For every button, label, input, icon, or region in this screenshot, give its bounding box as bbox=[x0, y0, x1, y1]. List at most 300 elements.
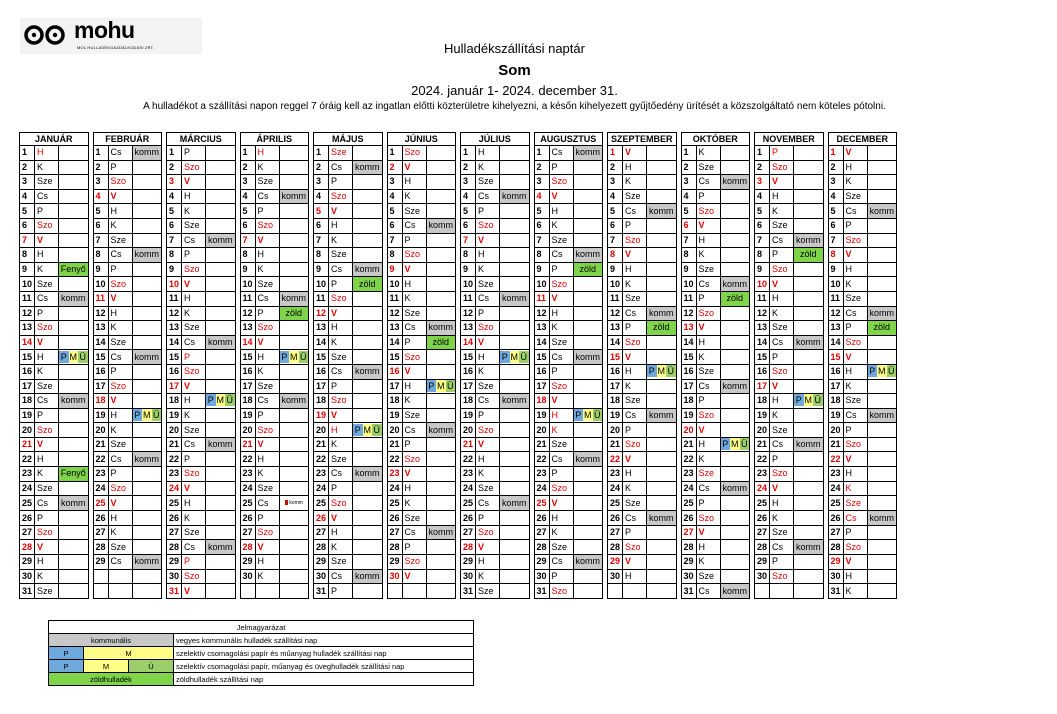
collection-cell bbox=[573, 569, 603, 584]
collection-cell bbox=[132, 277, 162, 292]
weekday: Szo bbox=[549, 379, 573, 394]
weekday: V bbox=[549, 189, 573, 204]
weekday: H bbox=[696, 437, 720, 452]
collection-cell bbox=[500, 233, 530, 248]
komm-day: komm bbox=[279, 291, 309, 306]
collection-cell bbox=[353, 248, 383, 263]
collection-cell bbox=[206, 408, 236, 423]
day-number: 1 bbox=[755, 146, 770, 161]
day-number: 3 bbox=[681, 175, 696, 190]
day-number: 16 bbox=[20, 364, 35, 379]
day-number: 9 bbox=[167, 262, 182, 277]
weekday: Sze bbox=[108, 540, 132, 555]
day-number: 16 bbox=[93, 364, 108, 379]
day-number: 29 bbox=[93, 555, 108, 570]
day-row bbox=[20, 379, 897, 394]
weekday: H bbox=[35, 146, 59, 161]
day-number: 27 bbox=[608, 525, 623, 540]
day-number: 19 bbox=[20, 408, 35, 423]
weekday: P bbox=[35, 408, 59, 423]
weekday: Sze bbox=[770, 321, 794, 336]
day-row bbox=[20, 248, 897, 263]
collection-cell bbox=[500, 262, 530, 277]
day-number: 1 bbox=[534, 146, 549, 161]
collection-cell bbox=[720, 233, 750, 248]
weekday: K bbox=[182, 204, 206, 219]
weekday: K bbox=[843, 584, 867, 599]
day-number: 23 bbox=[387, 467, 402, 482]
weekday: Szo bbox=[182, 364, 206, 379]
page-title: Hulladékszállítási naptár bbox=[444, 41, 585, 56]
weekday: K bbox=[35, 262, 59, 277]
day-number: 13 bbox=[240, 321, 255, 336]
weekday: V bbox=[770, 379, 794, 394]
day-row bbox=[20, 423, 897, 438]
day-number: 16 bbox=[387, 364, 402, 379]
day-number: 9 bbox=[681, 262, 696, 277]
weekday: Cs bbox=[329, 262, 353, 277]
weekday: Sze bbox=[402, 408, 426, 423]
day-number: 22 bbox=[755, 452, 770, 467]
collection-cell bbox=[353, 379, 383, 394]
collection-cell bbox=[353, 452, 383, 467]
collection-cell bbox=[794, 511, 824, 526]
weekday: Szo bbox=[843, 540, 867, 555]
collection-cell bbox=[426, 364, 456, 379]
collection-cell bbox=[279, 262, 309, 277]
collection-cell bbox=[206, 467, 236, 482]
day-number: 31 bbox=[314, 584, 329, 599]
calendar-table bbox=[19, 132, 897, 599]
weekday: Szo bbox=[549, 584, 573, 599]
day-number: 7 bbox=[534, 233, 549, 248]
day-number: 24 bbox=[93, 481, 108, 496]
collection-cell bbox=[206, 175, 236, 190]
day-number: 26 bbox=[20, 511, 35, 526]
day-number: 6 bbox=[20, 218, 35, 233]
day-number: 28 bbox=[828, 540, 843, 555]
day-number: 27 bbox=[681, 525, 696, 540]
day-number: 5 bbox=[167, 204, 182, 219]
day-number: 23 bbox=[755, 467, 770, 482]
weekday: K bbox=[770, 306, 794, 321]
weekday: V bbox=[182, 175, 206, 190]
weekday: H bbox=[108, 306, 132, 321]
day-number: 4 bbox=[461, 189, 476, 204]
fenyo-day: Fenyő bbox=[59, 262, 89, 277]
collection-cell bbox=[647, 379, 677, 394]
weekday: H bbox=[108, 408, 132, 423]
day-number: 4 bbox=[755, 189, 770, 204]
weekday: K bbox=[329, 233, 353, 248]
komm-day: komm bbox=[500, 291, 530, 306]
collection-cell bbox=[867, 175, 897, 190]
collection-cell bbox=[59, 248, 89, 263]
weekday: Cs bbox=[549, 452, 573, 467]
weekday: V bbox=[108, 496, 132, 511]
collection-cell bbox=[353, 350, 383, 365]
day-number: 11 bbox=[167, 291, 182, 306]
day-number: 13 bbox=[93, 321, 108, 336]
day-number: 29 bbox=[828, 555, 843, 570]
collection-cell bbox=[500, 218, 530, 233]
day-number: 2 bbox=[387, 160, 402, 175]
collection-cell bbox=[794, 189, 824, 204]
collection-cell bbox=[573, 204, 603, 219]
day-number: 3 bbox=[534, 175, 549, 190]
day-number: 5 bbox=[608, 204, 623, 219]
collection-cell bbox=[720, 146, 750, 161]
weekday: H bbox=[549, 511, 573, 526]
collection-cell bbox=[279, 379, 309, 394]
collection-cell bbox=[206, 379, 236, 394]
day-number: 11 bbox=[314, 291, 329, 306]
collection-cell bbox=[720, 496, 750, 511]
weekday: P bbox=[329, 481, 353, 496]
collection-cell bbox=[794, 379, 824, 394]
collection-cell bbox=[132, 364, 162, 379]
weekday: Szo bbox=[108, 481, 132, 496]
legend-komm-swatch: kommunális bbox=[49, 634, 174, 647]
weekday: P bbox=[182, 350, 206, 365]
weekday: K bbox=[329, 335, 353, 350]
collection-cell bbox=[647, 160, 677, 175]
weekday: Szo bbox=[182, 467, 206, 482]
day-number: 7 bbox=[387, 233, 402, 248]
collection-cell bbox=[132, 160, 162, 175]
collection-cell bbox=[500, 467, 530, 482]
day-number: 13 bbox=[534, 321, 549, 336]
collection-cell bbox=[647, 189, 677, 204]
weekday bbox=[770, 584, 794, 599]
day-number: 28 bbox=[681, 540, 696, 555]
day-number: 14 bbox=[755, 335, 770, 350]
collection-cell bbox=[867, 555, 897, 570]
collection-cell bbox=[426, 248, 456, 263]
day-number: 21 bbox=[534, 437, 549, 452]
komm-day: komm bbox=[132, 452, 162, 467]
weekday: Sze bbox=[35, 584, 59, 599]
weekday: H bbox=[623, 569, 647, 584]
day-number: 28 bbox=[608, 540, 623, 555]
day-number: 27 bbox=[534, 525, 549, 540]
komm-day: komm bbox=[720, 277, 750, 292]
weekday: Cs bbox=[770, 437, 794, 452]
collection-cell bbox=[647, 248, 677, 263]
day-number: 10 bbox=[534, 277, 549, 292]
weekday: P bbox=[108, 467, 132, 482]
weekday: V bbox=[696, 218, 720, 233]
weekday: K bbox=[329, 437, 353, 452]
weekday: K bbox=[549, 423, 573, 438]
weekday: H bbox=[549, 204, 573, 219]
weekday: Cs bbox=[255, 189, 279, 204]
collection-cell bbox=[279, 555, 309, 570]
weekday: V bbox=[329, 511, 353, 526]
weekday: Sze bbox=[549, 335, 573, 350]
day-number: 19 bbox=[828, 408, 843, 423]
day-number: 10 bbox=[828, 277, 843, 292]
weekday: K bbox=[402, 496, 426, 511]
weekday: Cs bbox=[476, 496, 500, 511]
legend-m2-swatch: M bbox=[84, 660, 129, 673]
weekday: V bbox=[255, 437, 279, 452]
weekday: Szo bbox=[476, 321, 500, 336]
collection-cell bbox=[353, 175, 383, 190]
weekday: H bbox=[182, 394, 206, 409]
collection-cell bbox=[132, 437, 162, 452]
day-row bbox=[20, 277, 897, 292]
day-number: 19 bbox=[534, 408, 549, 423]
collection-cell bbox=[647, 437, 677, 452]
collection-cell bbox=[794, 481, 824, 496]
collection-cell bbox=[279, 248, 309, 263]
day-number: 30 bbox=[461, 569, 476, 584]
collection-cell bbox=[867, 467, 897, 482]
day-number: 6 bbox=[534, 218, 549, 233]
weekday: H bbox=[476, 452, 500, 467]
weekday: Cs bbox=[623, 511, 647, 526]
weekday: P bbox=[329, 584, 353, 599]
collection-cell bbox=[279, 511, 309, 526]
weekday: Szo bbox=[843, 437, 867, 452]
collection-cell bbox=[206, 189, 236, 204]
komm-day: komm bbox=[573, 452, 603, 467]
weekday: K bbox=[108, 423, 132, 438]
weekday: Cs bbox=[108, 248, 132, 263]
collection-cell bbox=[573, 467, 603, 482]
collection-cell bbox=[426, 584, 456, 599]
weekday: Sze bbox=[255, 379, 279, 394]
day-number: 18 bbox=[387, 394, 402, 409]
weekday: V bbox=[402, 569, 426, 584]
day-number: 8 bbox=[20, 248, 35, 263]
day-row bbox=[20, 584, 897, 599]
day-number: 25 bbox=[167, 496, 182, 511]
weekday: H bbox=[476, 555, 500, 570]
collection-cell bbox=[353, 204, 383, 219]
pmu-day: P M Ü bbox=[353, 423, 383, 438]
day-number: 11 bbox=[20, 291, 35, 306]
weekday: Cs bbox=[35, 394, 59, 409]
weekday: Sze bbox=[255, 175, 279, 190]
day-number: 18 bbox=[240, 394, 255, 409]
day-number: 18 bbox=[167, 394, 182, 409]
day-number: 6 bbox=[681, 218, 696, 233]
day-number: 22 bbox=[534, 452, 549, 467]
day-number: 24 bbox=[828, 481, 843, 496]
day-number: 16 bbox=[755, 364, 770, 379]
day-number: 14 bbox=[461, 335, 476, 350]
collection-cell bbox=[500, 335, 530, 350]
day-number: 25 bbox=[534, 496, 549, 511]
collection-cell bbox=[59, 335, 89, 350]
day-number: 6 bbox=[387, 218, 402, 233]
weekday: H bbox=[476, 248, 500, 263]
collection-cell bbox=[132, 291, 162, 306]
weekday: K bbox=[108, 525, 132, 540]
weekday: P bbox=[623, 321, 647, 336]
weekday: Sze bbox=[623, 394, 647, 409]
weekday: P bbox=[770, 452, 794, 467]
weekday: K bbox=[623, 175, 647, 190]
day-row bbox=[20, 569, 897, 584]
collection-cell bbox=[647, 291, 677, 306]
weekday: H bbox=[476, 146, 500, 161]
day-number: 18 bbox=[461, 394, 476, 409]
collection-cell bbox=[206, 584, 236, 599]
month-header: FEBRUÁR bbox=[93, 133, 162, 146]
collection-cell bbox=[279, 175, 309, 190]
weekday: P bbox=[843, 423, 867, 438]
collection-cell bbox=[426, 394, 456, 409]
day-number: 26 bbox=[755, 511, 770, 526]
day-number: 8 bbox=[240, 248, 255, 263]
day-number: 6 bbox=[608, 218, 623, 233]
weekday: Sze bbox=[255, 277, 279, 292]
day-number: 2 bbox=[240, 160, 255, 175]
weekday: Cs bbox=[182, 540, 206, 555]
komm-day: komm bbox=[132, 350, 162, 365]
collection-cell bbox=[132, 204, 162, 219]
weekday: K bbox=[182, 306, 206, 321]
weekday: K bbox=[255, 364, 279, 379]
special-day: komm bbox=[279, 496, 309, 511]
collection-cell bbox=[132, 218, 162, 233]
collection-cell bbox=[573, 321, 603, 336]
day-number: 13 bbox=[461, 321, 476, 336]
day-number: 10 bbox=[387, 277, 402, 292]
day-number: 4 bbox=[314, 189, 329, 204]
day-number: 17 bbox=[167, 379, 182, 394]
collection-cell bbox=[794, 423, 824, 438]
day-row bbox=[20, 262, 897, 277]
day-number: 29 bbox=[608, 555, 623, 570]
day-number: 15 bbox=[755, 350, 770, 365]
komm-day: komm bbox=[867, 204, 897, 219]
collection-cell bbox=[132, 525, 162, 540]
komm-day: komm bbox=[867, 408, 897, 423]
day-number: 26 bbox=[681, 511, 696, 526]
day-row bbox=[20, 335, 897, 350]
weekday: Cs bbox=[696, 584, 720, 599]
collection-cell bbox=[720, 394, 750, 409]
collection-cell bbox=[279, 437, 309, 452]
weekday: H bbox=[770, 394, 794, 409]
day-number: 6 bbox=[755, 218, 770, 233]
day-number: 31 bbox=[167, 584, 182, 599]
weekday: Szo bbox=[255, 321, 279, 336]
weekday: Sze bbox=[35, 379, 59, 394]
collection-cell bbox=[794, 525, 824, 540]
collection-cell bbox=[500, 204, 530, 219]
day-number: 10 bbox=[608, 277, 623, 292]
collection-cell bbox=[426, 467, 456, 482]
weekday: P bbox=[402, 437, 426, 452]
day-number: 24 bbox=[240, 481, 255, 496]
zold-day: zöld bbox=[573, 262, 603, 277]
collection-cell bbox=[573, 423, 603, 438]
collection-cell bbox=[794, 204, 824, 219]
collection-cell bbox=[720, 525, 750, 540]
collection-cell bbox=[206, 262, 236, 277]
legend-m-swatch: M bbox=[84, 647, 174, 660]
day-number: 4 bbox=[828, 189, 843, 204]
day-number: 22 bbox=[20, 452, 35, 467]
month-header: JÚNIUS bbox=[387, 133, 456, 146]
day-number bbox=[240, 584, 255, 599]
day-number: 3 bbox=[240, 175, 255, 190]
collection-cell bbox=[794, 175, 824, 190]
collection-cell bbox=[500, 277, 530, 292]
day-number: 7 bbox=[681, 233, 696, 248]
weekday: Szo bbox=[696, 408, 720, 423]
komm-day: komm bbox=[720, 379, 750, 394]
day-number: 1 bbox=[93, 146, 108, 161]
weekday: Sze bbox=[182, 525, 206, 540]
komm-day: komm bbox=[794, 437, 824, 452]
day-number: 7 bbox=[93, 233, 108, 248]
day-number: 26 bbox=[314, 511, 329, 526]
collection-cell bbox=[794, 146, 824, 161]
collection-cell bbox=[867, 394, 897, 409]
collection-cell bbox=[647, 481, 677, 496]
komm-day: komm bbox=[132, 146, 162, 161]
weekday: K bbox=[770, 408, 794, 423]
weekday: P bbox=[255, 204, 279, 219]
collection-cell bbox=[426, 350, 456, 365]
collection-cell bbox=[573, 437, 603, 452]
weekday: Sze bbox=[182, 321, 206, 336]
day-number: 15 bbox=[608, 350, 623, 365]
day-number: 26 bbox=[167, 511, 182, 526]
weekday: H bbox=[255, 248, 279, 263]
day-number: 29 bbox=[240, 555, 255, 570]
weekday: Szo bbox=[329, 394, 353, 409]
weekday: Cs bbox=[476, 291, 500, 306]
collection-cell bbox=[573, 496, 603, 511]
zold-day: zöld bbox=[353, 277, 383, 292]
collection-cell bbox=[279, 277, 309, 292]
weekday: V bbox=[255, 233, 279, 248]
day-number: 28 bbox=[755, 540, 770, 555]
day-number: 18 bbox=[314, 394, 329, 409]
weekday: Sze bbox=[402, 511, 426, 526]
zold-day: zöld bbox=[794, 248, 824, 263]
collection-cell bbox=[573, 306, 603, 321]
day-number: 22 bbox=[828, 452, 843, 467]
weekday: V bbox=[108, 189, 132, 204]
weekday: H bbox=[770, 189, 794, 204]
weekday: P bbox=[549, 364, 573, 379]
weekday: Szo bbox=[549, 481, 573, 496]
day-number: 25 bbox=[387, 496, 402, 511]
day-number: 17 bbox=[608, 379, 623, 394]
day-row bbox=[20, 233, 897, 248]
weekday: K bbox=[770, 204, 794, 219]
collection-cell bbox=[132, 584, 162, 599]
collection-cell bbox=[867, 277, 897, 292]
weekday: V bbox=[696, 321, 720, 336]
collection-cell bbox=[867, 525, 897, 540]
day-number: 7 bbox=[240, 233, 255, 248]
day-number: 30 bbox=[167, 569, 182, 584]
collection-cell bbox=[867, 160, 897, 175]
collection-cell bbox=[647, 277, 677, 292]
collection-cell bbox=[794, 496, 824, 511]
collection-cell bbox=[426, 277, 456, 292]
day-row bbox=[20, 204, 897, 219]
